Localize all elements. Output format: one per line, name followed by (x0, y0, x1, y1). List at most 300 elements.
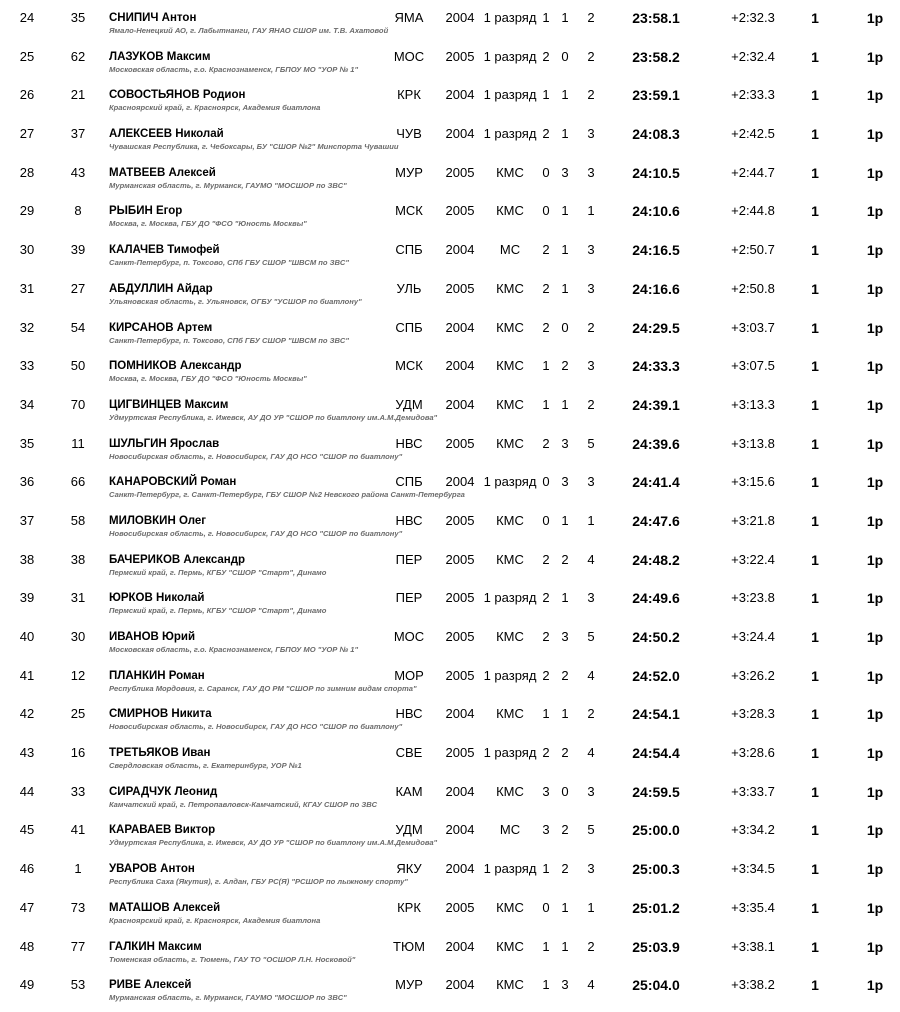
total-misses: 3 (587, 126, 595, 142)
shooting-1-misses: 0 (542, 899, 550, 915)
total-misses: 5 (587, 629, 595, 644)
qualification-points: 1 (811, 899, 819, 916)
sport-rank: 1 разряд (483, 126, 537, 142)
bib-number: 41 (70, 822, 86, 838)
time-behind: +3:35.4 (731, 899, 775, 915)
table-row (0, 351, 900, 390)
birth-year: 2005 (445, 280, 475, 296)
athlete-organization: Мурманская область, г. Мурманск, ГАУМО "МОСШОР по ЗВС" (109, 993, 347, 1003)
time-behind: +3:23.8 (731, 590, 775, 606)
place-cell: 49 (19, 977, 35, 993)
region-code: СПБ (395, 242, 423, 258)
finish-time: 25:00.0 (632, 822, 680, 839)
place-cell: 37 (19, 512, 35, 528)
shooting-2-misses: 2 (561, 667, 569, 683)
sport-rank: МС (499, 822, 521, 838)
total-misses: 5 (587, 435, 595, 451)
table-row (0, 119, 900, 158)
table-row (0, 467, 900, 506)
time-behind: +2:50.7 (731, 242, 775, 258)
awarded-rank: 1р (866, 551, 884, 568)
total-misses: 3 (587, 242, 595, 258)
shooting-2-misses: 3 (561, 435, 569, 451)
total-misses: 1 (587, 203, 595, 219)
qualification-points: 1 (811, 551, 819, 568)
athlete-name: ИВАНОВ Юрий (109, 631, 196, 643)
time-behind: +3:22.4 (731, 551, 775, 567)
shooting-1-misses: 2 (542, 319, 550, 335)
place-cell: 44 (19, 783, 35, 799)
table-row (0, 583, 900, 622)
time-behind: +3:28.6 (731, 745, 775, 761)
qualification-points: 1 (811, 87, 819, 104)
finish-time: 23:58.1 (632, 10, 680, 26)
shooting-2-misses: 1 (561, 512, 569, 528)
athlete-name: МИЛОВКИН Олег (109, 514, 207, 527)
shooting-2-misses: 1 (561, 280, 569, 296)
region-code: МСК (395, 358, 423, 374)
total-misses: 2 (587, 10, 595, 25)
total-misses: 3 (587, 358, 595, 374)
sport-rank: КМС (496, 396, 524, 412)
awarded-rank: 1р (866, 126, 884, 143)
birth-year: 2005 (445, 745, 475, 761)
total-misses: 3 (587, 783, 595, 799)
qualification-points: 1 (811, 358, 819, 375)
qualification-points: 1 (811, 203, 819, 220)
qualification-points: 1 (811, 783, 819, 800)
athlete-name: ЛАЗУКОВ Максим (109, 50, 211, 63)
sport-rank: 1 разряд (483, 667, 537, 683)
athlete-organization: Санкт-Петербург, п. Токсово, СПб ГБУ СШОР "ШВСМ по ЗВС" (109, 258, 349, 268)
bib-number: 30 (70, 629, 86, 644)
sport-rank: КМС (496, 203, 524, 219)
shooting-1-misses: 0 (542, 203, 550, 219)
awarded-rank: 1р (866, 319, 884, 336)
shooting-2-misses: 0 (561, 783, 569, 799)
time-behind: +3:13.3 (731, 396, 775, 412)
shooting-2-misses: 1 (561, 126, 569, 142)
awarded-rank: 1р (866, 783, 884, 800)
place-cell: 27 (19, 126, 35, 142)
sport-rank: КМС (496, 706, 524, 722)
region-code: МУР (395, 164, 423, 180)
table-row (0, 429, 900, 468)
finish-time: 24:39.1 (632, 396, 680, 413)
sport-rank: КМС (496, 977, 524, 993)
athlete-name: КАЛАЧЕВ Тимофей (109, 244, 220, 257)
awarded-rank: 1р (866, 396, 884, 413)
shooting-1-misses: 2 (542, 667, 550, 683)
place-cell: 40 (19, 629, 35, 644)
total-misses: 3 (587, 590, 595, 606)
time-behind: +2:44.8 (731, 203, 775, 219)
region-code: СПБ (395, 319, 423, 335)
awarded-rank: 1р (866, 977, 884, 994)
sport-rank: КМС (496, 551, 524, 567)
shooting-2-misses: 1 (561, 203, 569, 219)
bib-number: 62 (70, 48, 86, 64)
awarded-rank: 1р (866, 474, 884, 491)
awarded-rank: 1р (866, 358, 884, 375)
birth-year: 2004 (445, 861, 475, 877)
athlete-name: ТРЕТЬЯКОВ Иван (109, 747, 211, 760)
shooting-1-misses: 1 (542, 977, 550, 993)
bib-number: 16 (70, 745, 86, 761)
birth-year: 2005 (445, 667, 475, 683)
place-cell: 28 (19, 164, 35, 180)
awarded-rank: 1р (866, 590, 884, 607)
shooting-1-misses: 3 (542, 822, 550, 838)
place-cell: 43 (19, 745, 35, 761)
region-code: МОС (393, 48, 425, 64)
awarded-rank: 1р (866, 861, 884, 878)
athlete-name: КАРАВАЕВ Виктор (109, 824, 216, 837)
qualification-points: 1 (811, 667, 819, 684)
place-cell: 32 (19, 319, 35, 335)
shooting-2-misses: 1 (561, 396, 569, 412)
finish-time: 24:47.6 (632, 512, 680, 529)
total-misses: 2 (587, 938, 595, 954)
finish-time: 24:49.6 (632, 590, 680, 607)
athlete-organization: Удмуртская Республика, г. Ижевск, АУ ДО УР "СШОР по биатлону им.А.М.Демидова" (109, 412, 438, 422)
region-code: ПЕР (395, 590, 423, 606)
birth-year: 2004 (445, 242, 475, 258)
region-code: УДМ (395, 396, 423, 412)
awarded-rank: 1р (866, 164, 884, 181)
sport-rank: КМС (496, 512, 524, 528)
sport-rank: КМС (496, 629, 524, 644)
shooting-2-misses: 1 (561, 242, 569, 258)
shooting-2-misses: 2 (561, 358, 569, 374)
total-misses: 3 (587, 280, 595, 296)
qualification-points: 1 (811, 822, 819, 839)
finish-time: 24:33.3 (632, 358, 680, 375)
awarded-rank: 1р (866, 667, 884, 684)
awarded-rank: 1р (866, 512, 884, 529)
total-misses: 3 (587, 164, 595, 180)
time-behind: +3:34.5 (731, 861, 775, 877)
place-cell: 46 (19, 861, 35, 877)
bib-number: 12 (70, 667, 86, 683)
total-misses: 2 (587, 319, 595, 335)
qualification-points: 1 (811, 938, 819, 955)
awarded-rank: 1р (866, 10, 884, 26)
shooting-2-misses: 1 (561, 899, 569, 915)
shooting-2-misses: 0 (561, 48, 569, 64)
total-misses: 5 (587, 822, 595, 838)
time-behind: +2:42.5 (731, 126, 775, 142)
time-behind: +3:38.1 (731, 938, 775, 954)
time-behind: +3:03.7 (731, 319, 775, 335)
shooting-1-misses: 2 (542, 745, 550, 761)
sport-rank: МС (499, 242, 521, 258)
awarded-rank: 1р (866, 280, 884, 297)
qualification-points: 1 (811, 319, 819, 336)
awarded-rank: 1р (866, 203, 884, 220)
sport-rank: 1 разряд (483, 48, 537, 64)
finish-time: 24:29.5 (632, 319, 680, 336)
table-row (0, 661, 900, 700)
shooting-2-misses: 2 (561, 861, 569, 877)
shooting-1-misses: 1 (542, 358, 550, 374)
bib-number: 35 (70, 10, 86, 25)
table-row (0, 3, 900, 42)
athlete-organization: Пермский край, г. Пермь, КГБУ "СШОР "Старт", Динамо (109, 567, 327, 577)
shooting-2-misses: 1 (561, 590, 569, 606)
birth-year: 2004 (445, 126, 475, 142)
sport-rank: 1 разряд (483, 590, 537, 606)
table-row (0, 622, 900, 661)
total-misses: 2 (587, 87, 595, 103)
shooting-1-misses: 2 (542, 590, 550, 606)
athlete-name: КАНАРОВСКИЙ Роман (109, 476, 237, 489)
athlete-organization: Чувашская Республика, г. Чебоксары, БУ "СШОР №2" Минспорта Чувашии (109, 142, 399, 152)
shooting-2-misses: 1 (561, 87, 569, 103)
sport-rank: 1 разряд (483, 10, 537, 25)
bib-number: 53 (70, 977, 86, 993)
birth-year: 2004 (445, 87, 475, 103)
finish-time: 24:59.5 (632, 783, 680, 800)
table-row (0, 777, 900, 816)
awarded-rank: 1р (866, 938, 884, 955)
table-row (0, 235, 900, 274)
sport-rank: 1 разряд (483, 861, 537, 877)
shooting-1-misses: 1 (542, 938, 550, 954)
time-behind: +2:32.4 (731, 48, 775, 64)
bib-number: 50 (70, 358, 86, 374)
bib-number: 8 (74, 203, 82, 219)
athlete-organization: Москва, г. Москва, ГБУ ДО "ФСО "Юность Москвы" (109, 374, 307, 384)
time-behind: +2:44.7 (731, 164, 775, 180)
region-code: УДМ (395, 822, 423, 838)
shooting-1-misses: 2 (542, 435, 550, 451)
athlete-organization: Московская область, г.о. Краснознаменск, ГБПОУ МО "УОР № 1" (109, 645, 359, 654)
athlete-name: УВАРОВ Антон (109, 863, 195, 876)
athlete-organization: Республика Мордовия, г. Саранск, ГАУ ДО РМ "СШОР по зимним видам спорта" (109, 683, 417, 693)
birth-year: 2005 (445, 203, 475, 219)
region-code: НВС (395, 512, 423, 528)
birth-year: 2004 (445, 822, 475, 838)
sport-rank: КМС (496, 899, 524, 915)
bib-number: 54 (70, 319, 86, 335)
time-behind: +3:15.6 (731, 474, 775, 490)
athlete-organization: Санкт-Петербург, г. Санкт-Петербург, ГБУ СШОР №2 Невского района Санкт-Петербурга (109, 490, 465, 500)
finish-time: 25:04.0 (632, 977, 680, 994)
total-misses: 4 (587, 551, 595, 567)
athlete-organization: Красноярский край, г. Красноярск, Академия биатлона (109, 915, 321, 925)
shooting-1-misses: 2 (542, 126, 550, 142)
place-cell: 25 (19, 48, 35, 64)
shooting-2-misses: 2 (561, 551, 569, 567)
birth-year: 2004 (445, 977, 475, 993)
awarded-rank: 1р (866, 242, 884, 259)
place-cell: 45 (19, 822, 35, 838)
region-code: ЯКУ (396, 861, 422, 877)
region-code: СВЕ (395, 745, 423, 761)
place-cell: 39 (19, 590, 35, 606)
total-misses: 1 (587, 512, 595, 528)
time-behind: +3:07.5 (731, 358, 775, 374)
birth-year: 2004 (445, 319, 475, 335)
region-code: МУР (395, 977, 423, 993)
birth-year: 2005 (445, 435, 475, 451)
place-cell: 42 (19, 706, 35, 722)
shooting-2-misses: 2 (561, 745, 569, 761)
athlete-name: МАТАШОВ Алексей (109, 901, 221, 914)
shooting-2-misses: 3 (561, 474, 569, 490)
athlete-organization: Москва, г. Москва, ГБУ ДО "ФСО "Юность Москвы" (109, 219, 307, 229)
time-behind: +2:50.8 (731, 280, 775, 296)
finish-time: 23:59.1 (632, 87, 680, 104)
shooting-2-misses: 1 (561, 706, 569, 722)
shooting-1-misses: 3 (542, 783, 550, 799)
athlete-organization: Московская область, г.о. Краснознаменск, ГБПОУ МО "УОР № 1" (109, 64, 359, 74)
table-row (0, 42, 900, 81)
athlete-name: РИВЕ Алексей (109, 979, 192, 992)
table-row (0, 545, 900, 584)
place-cell: 41 (19, 667, 35, 683)
bib-number: 27 (70, 280, 86, 296)
total-misses: 4 (587, 745, 595, 761)
qualification-points: 1 (811, 280, 819, 297)
shooting-1-misses: 1 (542, 87, 550, 103)
bib-number: 21 (70, 87, 86, 103)
sport-rank: КМС (496, 783, 524, 799)
bib-number: 39 (70, 242, 86, 258)
shooting-2-misses: 2 (561, 822, 569, 838)
place-cell: 26 (19, 87, 35, 103)
athlete-name: СНИПИЧ Антон (109, 12, 197, 24)
athlete-name: ЦИГВИНЦЕВ Максим (109, 398, 229, 411)
place-cell: 48 (19, 938, 35, 954)
table-row (0, 738, 900, 777)
finish-time: 24:39.6 (632, 435, 680, 452)
finish-time: 24:54.4 (632, 745, 680, 762)
bib-number: 1 (74, 861, 82, 877)
athlete-name: ПЛАНКИН Роман (109, 669, 205, 682)
awarded-rank: 1р (866, 822, 884, 839)
finish-time: 24:54.1 (632, 706, 680, 723)
birth-year: 2005 (445, 48, 475, 64)
awarded-rank: 1р (866, 706, 884, 723)
shooting-1-misses: 2 (542, 629, 550, 644)
finish-time: 25:01.2 (632, 899, 680, 916)
shooting-2-misses: 3 (561, 164, 569, 180)
birth-year: 2005 (445, 512, 475, 528)
bib-number: 38 (70, 551, 86, 567)
time-behind: +3:33.7 (731, 783, 775, 799)
total-misses: 2 (587, 48, 595, 64)
place-cell: 33 (19, 358, 35, 374)
bib-number: 33 (70, 783, 86, 799)
shooting-1-misses: 1 (542, 10, 550, 25)
table-row (0, 893, 900, 932)
qualification-points: 1 (811, 629, 819, 645)
time-behind: +3:26.2 (731, 667, 775, 683)
finish-time: 24:48.2 (632, 551, 680, 568)
qualification-points: 1 (811, 590, 819, 607)
region-code: ПЕР (395, 551, 423, 567)
qualification-points: 1 (811, 164, 819, 181)
region-code: ЯМА (394, 10, 424, 25)
table-row (0, 390, 900, 429)
bib-number: 43 (70, 164, 86, 180)
shooting-1-misses: 2 (542, 280, 550, 296)
athlete-organization: Пермский край, г. Пермь, КГБУ "СШОР "Старт", Динамо (109, 606, 327, 616)
qualification-points: 1 (811, 512, 819, 529)
sport-rank: КМС (496, 280, 524, 296)
table-row (0, 506, 900, 545)
birth-year: 2004 (445, 396, 475, 412)
table-row (0, 196, 900, 235)
sport-rank: 1 разряд (483, 474, 537, 490)
qualification-points: 1 (811, 48, 819, 65)
bib-number: 37 (70, 126, 86, 142)
athlete-name: АБДУЛЛИН Айдар (109, 282, 213, 295)
place-cell: 36 (19, 474, 35, 490)
total-misses: 4 (587, 977, 595, 993)
table-row (0, 854, 900, 893)
region-code: МОР (394, 667, 424, 683)
awarded-rank: 1р (866, 629, 884, 645)
time-behind: +3:34.2 (731, 822, 775, 838)
shooting-2-misses: 3 (561, 629, 569, 644)
birth-year: 2004 (445, 783, 475, 799)
place-cell: 24 (19, 10, 35, 25)
athlete-organization: Новосибирская область, г. Новосибирск, ГАУ ДО НСО "СШОР по биатлону" (109, 722, 403, 732)
table-row (0, 80, 900, 119)
sport-rank: КМС (496, 938, 524, 954)
athlete-name: РЫБИН Егор (109, 205, 183, 218)
bib-number: 31 (70, 590, 86, 606)
athlete-organization: Удмуртская Республика, г. Ижевск, АУ ДО УР "СШОР по биатлону им.А.М.Демидова" (109, 838, 438, 848)
athlete-name: ГАЛКИН Максим (109, 940, 202, 953)
athlete-name: БАЧЕРИКОВ Александр (109, 553, 246, 566)
bib-number: 58 (70, 512, 86, 528)
awarded-rank: 1р (866, 435, 884, 452)
sport-rank: 1 разряд (483, 745, 537, 761)
shooting-1-misses: 0 (542, 474, 550, 490)
finish-time: 24:10.6 (632, 203, 680, 220)
sport-rank: 1 разряд (483, 87, 537, 103)
region-code: НВС (395, 706, 423, 722)
region-code: НВС (395, 435, 423, 451)
region-code: ЧУВ (396, 126, 422, 142)
athlete-organization: Ямало-Ненецкий АО, г. Лабытнанги, ГАУ ЯНАО СШОР им. Т.В. Ахатовой (109, 26, 389, 35)
awarded-rank: 1р (866, 745, 884, 762)
total-misses: 4 (587, 667, 595, 683)
table-row (0, 313, 900, 352)
region-code: ТЮМ (393, 938, 425, 954)
athlete-organization: Тюменская область, г. Тюмень, ГАУ ТО "ОСШОР Л.Н. Носковой" (109, 954, 356, 964)
awarded-rank: 1р (866, 48, 884, 65)
time-behind: +3:21.8 (731, 512, 775, 528)
athlete-organization: Камчатский край, г. Петропавловск-Камчатский, КГАУ СШОР по ЗВС (109, 799, 378, 809)
place-cell: 34 (19, 396, 35, 412)
region-code: СПБ (395, 474, 423, 490)
qualification-points: 1 (811, 242, 819, 259)
athlete-name: ЮРКОВ Николай (109, 592, 205, 605)
shooting-1-misses: 2 (542, 551, 550, 567)
athlete-name: АЛЕКСЕЕВ Николай (109, 128, 224, 141)
qualification-points: 1 (811, 706, 819, 723)
sport-rank: КМС (496, 435, 524, 451)
qualification-points: 1 (811, 745, 819, 762)
shooting-1-misses: 1 (542, 861, 550, 877)
shooting-1-misses: 0 (542, 512, 550, 528)
birth-year: 2005 (445, 590, 475, 606)
